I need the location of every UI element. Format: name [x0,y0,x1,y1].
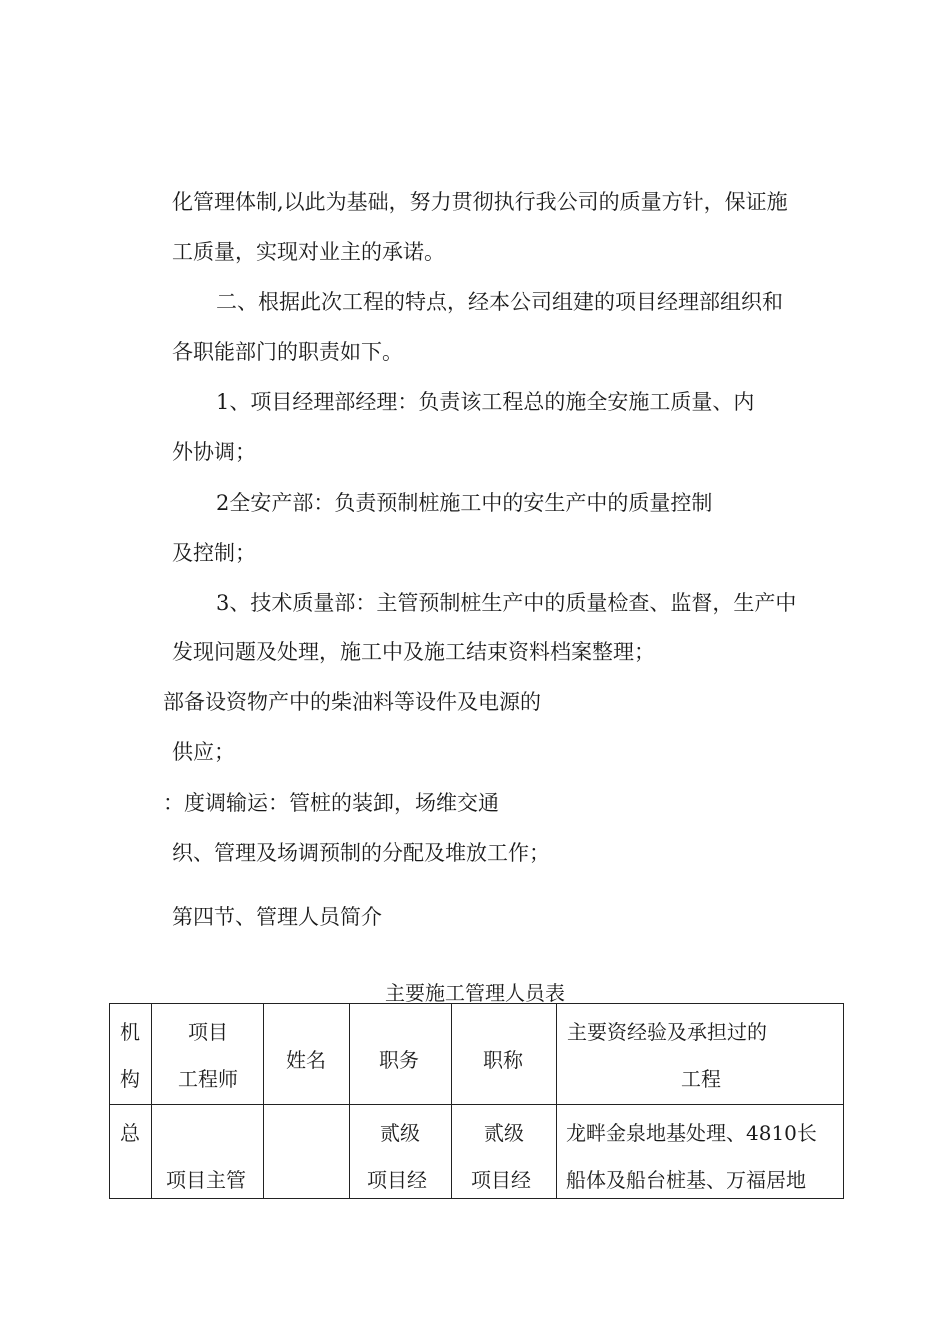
line-9: 3、技术质量部：主管预制桩生产中的质量检查、监督，生产中 [216,591,797,615]
row1-experience-line1: 龙畔金泉地基处理、4810长 [566,1121,817,1145]
row1-engineer: 项目主管 [166,1168,246,1192]
header-cell-title [452,1004,557,1105]
row1-cell-name [264,1105,350,1199]
table-caption: 主要施工管理人员表 [385,981,565,1005]
row1-experience-line2: 船体及船台桩基、万福居地 [566,1168,806,1192]
line-6: 外协调； [172,440,256,464]
row1-title-line2: 项目经 [471,1168,531,1192]
header-org-line2: 构 [120,1067,140,1091]
header-org-line1: 机 [120,1020,140,1044]
section-heading: 第四节、管理人员简介 [172,905,382,929]
line-12: 供应； [172,740,235,764]
header-cell-org [110,1004,152,1105]
header-title: 职称 [483,1048,523,1072]
line-10: 发现问题及处理，施工中及施工结束资料档案整理； [172,640,655,664]
row1-cell-engineer [152,1105,264,1199]
row1-title-line1: 贰级 [484,1121,524,1145]
header-cell-engineer [152,1004,264,1105]
line-2: 工质量，实现对业主的承诺。 [172,240,445,264]
header-experience-line2: 工程 [681,1067,721,1091]
header-position: 职务 [379,1048,419,1072]
header-name: 姓名 [286,1048,326,1072]
row1-cell-org [110,1105,152,1199]
line-4: 各职能部门的职责如下。 [172,340,403,364]
line-1: 化管理体制,以此为基础，努力贯彻执行我公司的质量方针，保证施 [172,190,788,214]
header-cell-experience [557,1004,844,1105]
line-8: 及控制； [172,541,256,565]
header-cell-position [350,1004,452,1105]
line-5: 1、项目经理部经理：负责该工程总的施全安施工质量、内 [216,390,755,414]
line-14: 织、管理及场调预制的分配及堆放工作； [172,841,550,865]
row1-cell-title [452,1105,557,1199]
header-experience-line1: 主要资经验及承担过的 [567,1020,767,1044]
line-11: 部备设资物产中的柴油料等设件及电源的 [163,690,541,714]
table-header-row [110,1004,844,1105]
staff-table [109,1003,844,1199]
table-row [110,1105,844,1199]
header-engineer-line2: 工程师 [178,1067,238,1091]
line-3: 二、根据此次工程的特点，经本公司组建的项目经理部组织和 [216,290,783,314]
row1-cell-experience [557,1105,844,1199]
row1-position-line2: 项目经 [367,1168,427,1192]
row1-position-line1: 贰级 [380,1121,420,1145]
header-cell-name [264,1004,350,1105]
row1-org: 总 [120,1121,140,1145]
line-13: ：度调输运：管桩的装卸，场维交通 [163,791,499,815]
row1-cell-position [350,1105,452,1199]
line-7: 2全安产部：负责预制桩施工中的安生产中的质量控制 [216,491,713,515]
header-engineer-line1: 项目 [188,1020,228,1044]
